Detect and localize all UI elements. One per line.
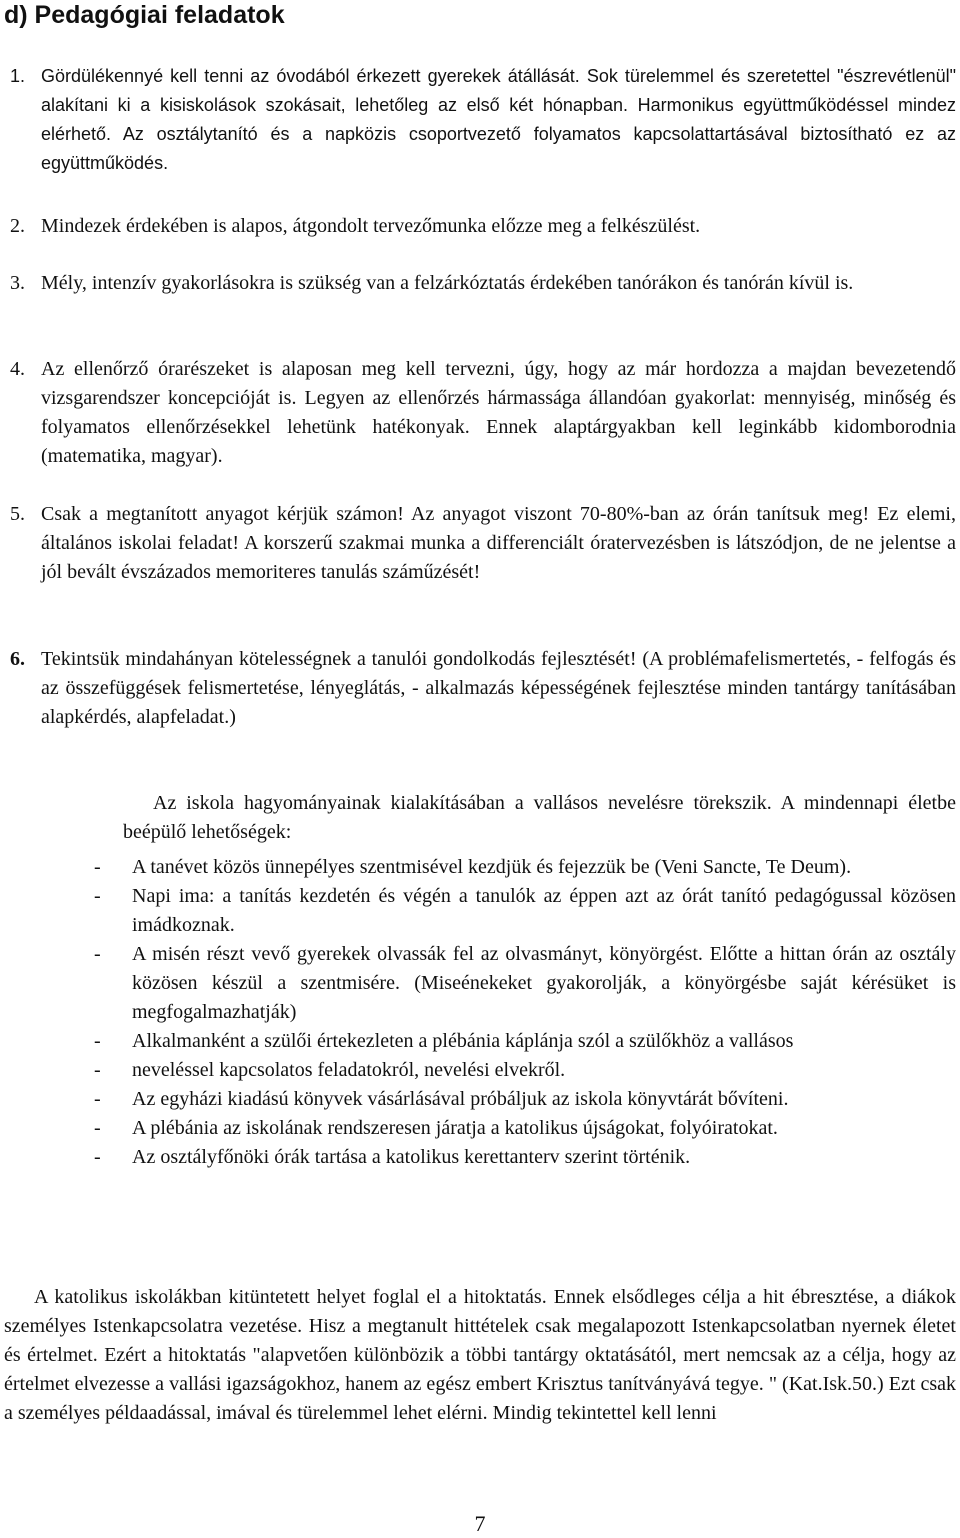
list-item bbox=[84, 1027, 956, 1056]
list-item bbox=[84, 1143, 956, 1172]
dash-bullet: - bbox=[94, 943, 101, 965]
list-item bbox=[84, 1056, 956, 1085]
list-item bbox=[84, 940, 956, 1027]
item-number: 1. bbox=[10, 66, 26, 86]
list-item bbox=[84, 882, 956, 940]
item-number: 4. bbox=[10, 358, 25, 380]
item-text: Csak a megtanított anyagot kérjük számon! Az anyagot viszont 70-80%-ban az órán tanítsuk meg! Ez elemi, általános iskolai feladat! A korszerű szakmai munka a differenciált óratervezésben is látszódjon, de ne jelentse a jól bevált évszázados memoriteres tanulás száműzését! bbox=[41, 503, 956, 583]
dash-bullet: - bbox=[94, 1146, 101, 1168]
item-text: Gördülékennyé kell tenni az óvodából érkezett gyerekek átállását. Sok türelemmel és szeretettel "észrevétlenül" alakítani ki a kisiskolások szokásait, lehetőleg az első két hónapban. Harmonikus együttműködéssel mindez elérhető. Az osztálytanító és a napközis csoportvezető folyamatos kapcsolattartásával biztosítható ez az együttműködés. bbox=[41, 66, 956, 173]
dash-bullet: - bbox=[94, 856, 101, 878]
numbered-item-6 bbox=[10, 645, 956, 732]
list-item-text: Alkalmanként a szülői értekezleten a plébánia káplánja szól a szülőkhöz a vallásos bbox=[132, 1030, 794, 1052]
item-number: 6. bbox=[10, 648, 25, 670]
numbered-item-3 bbox=[10, 269, 956, 298]
section-title: d) Pedagógiai feladatok bbox=[4, 1, 285, 29]
item-number: 2. bbox=[10, 215, 25, 237]
list-item-text: Napi ima: a tanítás kezdetén és végén a tanulók az éppen azt az órát tanító pedagógussal közösen imádkoznak. bbox=[132, 885, 956, 936]
numbered-item-2 bbox=[10, 212, 956, 241]
religious-list bbox=[84, 853, 956, 1172]
list-item-text: A misén részt vevő gyerekek olvassák fel az olvasmányt, könyörgést. Előtte a hittan órán az osztály közösen készül a szentmisére. (Miseénekeket gyakorolják, a könyörgésbe saját kérésüket is megfogalmazhatják) bbox=[132, 943, 956, 1023]
list-item-text: Az egyházi kiadású könyvek vásárlásával próbáljuk az iskola könyvtárát bővíteni. bbox=[132, 1088, 789, 1110]
list-item-text: Az osztályfőnöki órák tartása a katolikus kerettanterv szerint történik. bbox=[132, 1146, 691, 1168]
religious-intro: Az iskola hagyományainak kialakításában a vallásos nevelésre törekszik. A mindennapi életbe beépülő lehetőségek: bbox=[123, 792, 956, 843]
dash-bullet: - bbox=[94, 1030, 101, 1052]
item-text: Az ellenőrző órarészeket is alaposan meg kell tervezni, úgy, hogy az már hordozza a majdan bevezetendő vizsgarendszer koncepcióját is. Legyen az ellenőrzés hármassága állandóan gyakorlat: mennyiség, minőség és folyamatos ellenőrzésekkel lehetünk hatékonyak. Ennek alaptárgyakban kell leginkább kidomborodnia (matematika, magyar). bbox=[41, 358, 956, 467]
list-item bbox=[84, 1085, 956, 1114]
list-item-text: A plébánia az iskolának rendszeresen járatja a katolikus újságokat, folyóiratokat. bbox=[132, 1117, 778, 1139]
item-number: 3. bbox=[10, 272, 25, 294]
dash-bullet: - bbox=[94, 1059, 101, 1081]
list-item bbox=[84, 1114, 956, 1143]
item-number: 5. bbox=[10, 503, 25, 525]
numbered-item-4 bbox=[10, 355, 956, 471]
item-text: Mindezek érdekében is alapos, átgondolt tervezőmunka előzze meg a felkészülést. bbox=[41, 215, 701, 237]
numbered-item-5 bbox=[10, 500, 956, 587]
dash-bullet: - bbox=[94, 1088, 101, 1110]
dash-bullet: - bbox=[94, 885, 101, 907]
item-text: Tekintsük mindahányan kötelességnek a tanulói gondolkodás fejlesztését! (A problémafelismertetés, - felfogás és az összefüggések felismertetése, lényeglátás, - alkalmazás képességének fejlesztése minden tantárgy tanításában alapkérdés, alapfeladat.) bbox=[41, 648, 956, 728]
closing-paragraph: A katolikus iskolákban kitüntetett helyet foglal el a hitoktatás. Ennek elsődleges célja a hit ébresztése, a diákok személyes Istenkapcsolatra vezetése. Hisz a megtanult hittételek csak megalapozott Istenkapcsolatban nyernek életet és értelmet. Ezért a hitoktatás "alapvetően különbözik a többi tantárgy oktatásától, mert nemcsak az a célja, hogy az értelmet elvezesse a vallási igazságokhoz, hanem az egész embert Krisztus tanítványává tegye. " (Kat.Isk.50.) Ezt csak a személyes példaadással, imával és türelemmel lehet elérni. Mindig tekintettel kell lenni bbox=[4, 1286, 956, 1424]
list-item-text: neveléssel kapcsolatos feladatokról, nevelési elvekről. bbox=[132, 1059, 566, 1081]
item-text: Mély, intenzív gyakorlásokra is szükség van a felzárkóztatás érdekében tanórákon és tanórán kívül is. bbox=[41, 272, 854, 294]
numbered-item-1 bbox=[10, 62, 956, 178]
list-item-text: A tanévet közös ünnepélyes szentmisével kezdjük és fejezzük be (Veni Sancte, Te Deum). bbox=[132, 856, 852, 878]
dash-bullet: - bbox=[94, 1117, 101, 1139]
page-number: 7 bbox=[474, 1511, 486, 1536]
list-item bbox=[84, 853, 956, 882]
